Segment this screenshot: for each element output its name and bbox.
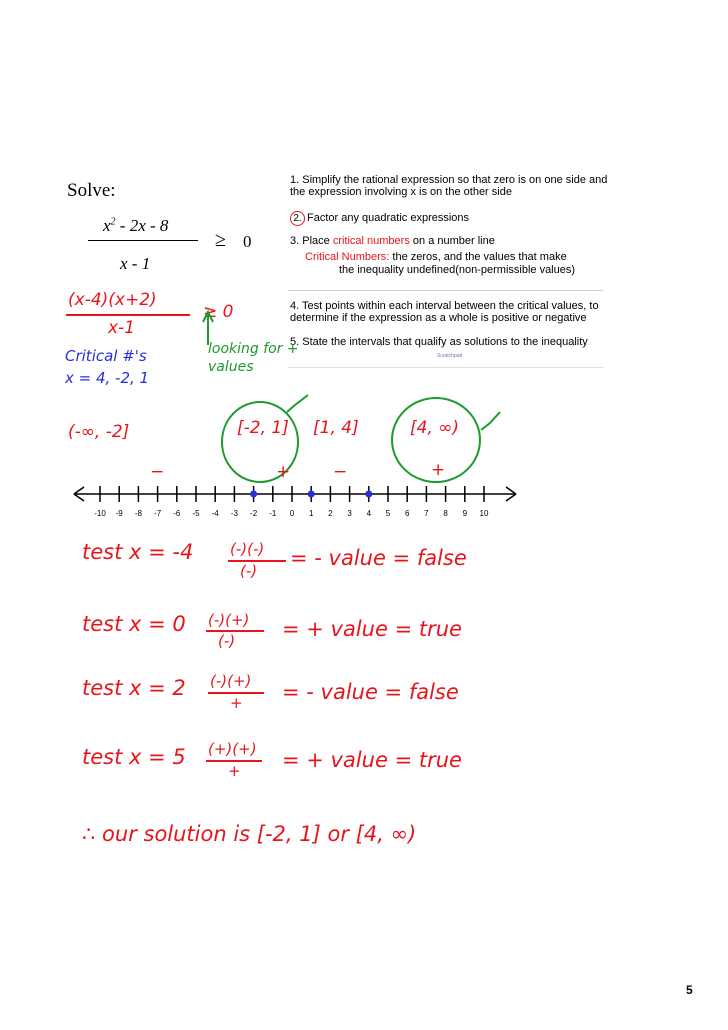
sign-interval-1: −: [150, 462, 165, 482]
number-line-tick-label: 4: [366, 509, 372, 518]
number-line-tick-label: -9: [115, 509, 123, 518]
interval-2: [-2, 1]: [237, 418, 289, 438]
small-note: Scratchpad: [437, 353, 463, 359]
test-4-fraction-den: +: [228, 762, 241, 780]
critical-numbers-label: Critical #'s: [65, 347, 147, 365]
test-3-label: test x = 2: [82, 676, 186, 700]
page-number: 5: [686, 983, 693, 997]
number-line-tick-label: -2: [250, 509, 258, 518]
number-line-tick-label: 7: [424, 509, 429, 518]
step-3: 3. Place critical numbers on a number line: [290, 235, 495, 247]
step-2-circled-number: 2.: [290, 211, 305, 226]
test-2-result: = + value = true: [282, 617, 462, 641]
step-4: 4. Test points within each interval between the critical values, to determine if the expression as a whole is positive or negative: [290, 300, 599, 324]
test-2-label: test x = 0: [82, 612, 186, 636]
number-line-tick-label: -8: [134, 509, 142, 518]
critical-numbers-values: x = 4, -2, 1: [65, 369, 150, 387]
interval-4: [4, ∞): [410, 418, 460, 438]
number-line-tick-label: 0: [289, 509, 295, 518]
step-2: 2. Factor any quadratic expressions: [290, 211, 469, 226]
rhs-value: 0: [243, 232, 252, 251]
step-1: 1. Simplify the rational expression so that zero is on one side and the expression involving x is on the other side: [290, 174, 608, 198]
number-line-tick-label: -10: [94, 509, 106, 518]
number-line-tick-label: -4: [211, 509, 219, 518]
number-line-tick-label: -6: [173, 509, 181, 518]
test-3-fraction-num: (-)(+): [210, 672, 252, 690]
factored-relation: ≥ 0: [203, 302, 234, 322]
critical-point-marker: [250, 491, 257, 498]
test-4-fraction-num: (+)(+): [208, 740, 257, 758]
test-4-result: = + value = true: [282, 748, 462, 772]
test-3-result: = - value = false: [282, 680, 459, 704]
test-1-fraction-den: (-): [240, 562, 258, 580]
critical-numbers-definition: Critical Numbers: the zeros, and the values that make: [305, 251, 567, 263]
conclusion: ∴ our solution is [-2, 1] or [4, ∞): [82, 822, 417, 846]
number-line-tick-label: -1: [269, 509, 277, 518]
number-line-tick-label: 9: [462, 509, 468, 518]
factored-numerator: (x-4)(x+2): [68, 290, 157, 310]
test-1-result: = - value = false: [290, 546, 467, 570]
critical-numbers-definition-cont: the inequality undefined(non-permissible values): [339, 264, 576, 276]
test-3-fraction-den: +: [230, 694, 243, 712]
denominator: x - 1: [120, 254, 151, 273]
number-line-tick-label: 2: [328, 509, 333, 518]
factored-denominator: x-1: [108, 318, 136, 338]
test-4-label: test x = 5: [82, 745, 186, 769]
sign-interval-3: −: [333, 462, 348, 482]
test-2-fraction-num: (-)(+): [208, 611, 250, 629]
relation-symbol: ≥: [215, 229, 226, 251]
number-line-tick-label: 6: [404, 509, 410, 518]
number-line-tick-label: 3: [347, 509, 352, 518]
test-1-fraction-num: (-)(-): [230, 540, 265, 558]
critical-point-marker: [365, 491, 372, 498]
number-line-tick-label: 8: [443, 509, 448, 518]
sign-interval-4: +: [431, 460, 446, 480]
looking-for-positive-note: looking for + values: [208, 341, 299, 375]
interval-1: (-∞, -2]: [68, 422, 130, 442]
sign-interval-2: +: [276, 462, 291, 482]
number-line-tick-label: 1: [308, 509, 314, 518]
number-line: [70, 478, 530, 528]
test-2-fraction-den: (-): [218, 632, 236, 650]
step-5: 5. State the intervals that qualify as solutions to the inequality: [290, 336, 588, 348]
interval-3: [1, 4]: [313, 418, 359, 438]
number-line-tick-label: 10: [479, 509, 489, 518]
number-line-tick-label: -5: [192, 509, 200, 518]
number-line-tick-label: 5: [385, 509, 391, 518]
test-1-label: test x = -4: [82, 540, 194, 564]
critical-point-marker: [308, 491, 315, 498]
solve-label: Solve:: [67, 180, 116, 201]
numerator: $x^2 - 2x - 8$: [103, 216, 169, 235]
number-line-tick-label: -7: [154, 509, 162, 518]
number-line-tick-label: -3: [230, 509, 238, 518]
